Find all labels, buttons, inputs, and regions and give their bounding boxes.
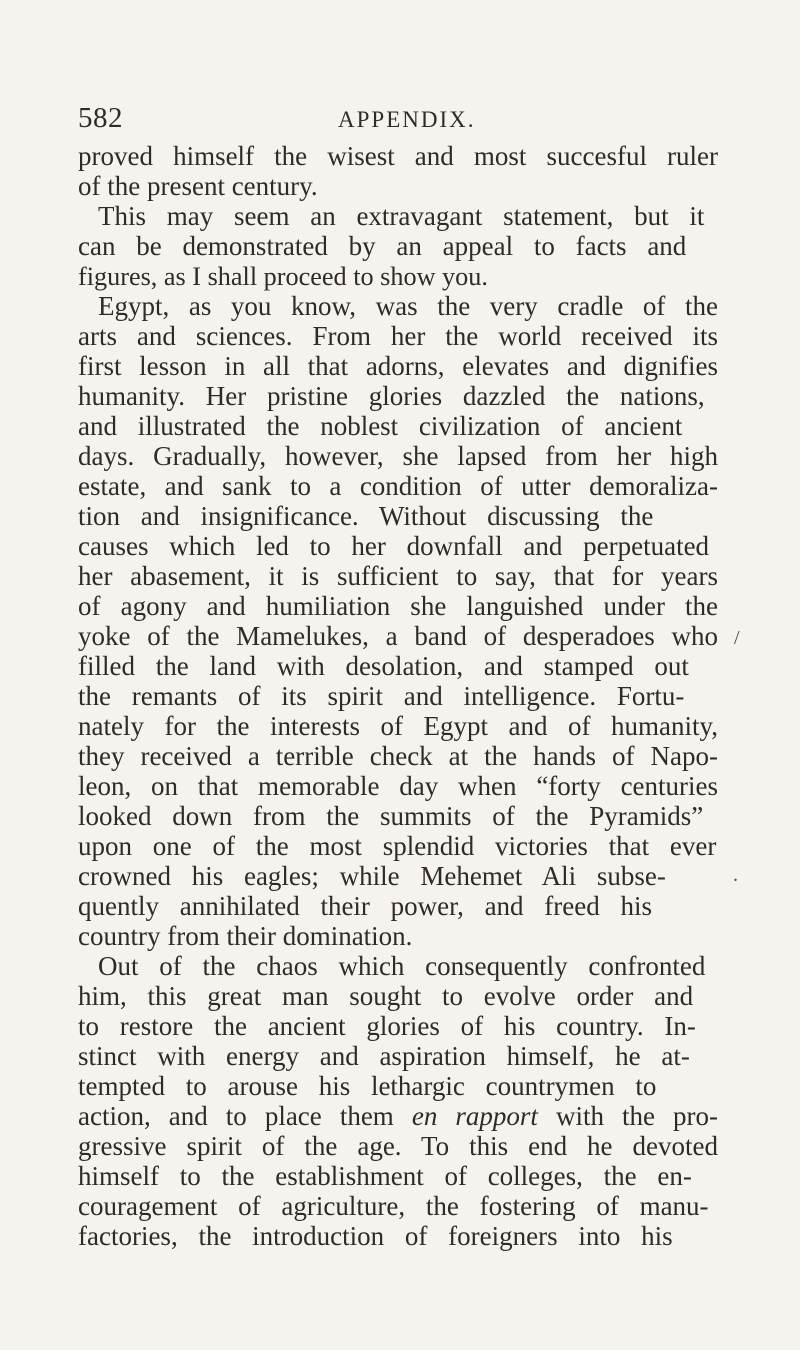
line-text: country from their domination.	[78, 921, 413, 951]
text-line	[78, 172, 780, 201]
line-text: humanity. Her pristine glories dazzled the nations,	[78, 381, 705, 411]
line-text: of agony and humiliation she languished under the	[78, 591, 719, 621]
text-line	[78, 832, 780, 861]
line-text: quently annihilated their power, and freed his	[78, 891, 653, 921]
line-text: tion and insignificance. Without discussing the	[78, 501, 654, 531]
text-line	[78, 892, 780, 921]
line-text: her abasement, it is sufficient to say, that for years	[78, 561, 718, 591]
line-text: upon one of the most splendid victories that ever	[78, 831, 717, 861]
line-text: him, this great man sought to evolve order and	[78, 981, 694, 1011]
line-text: factories, the introduction of foreigners into his	[78, 1221, 673, 1251]
text-line	[78, 262, 780, 291]
text-line	[78, 412, 780, 441]
line-text: can be demonstrated by an appeal to facts and	[78, 231, 687, 261]
text-line	[78, 502, 780, 531]
running-head: APPENDIX.	[338, 107, 476, 132]
line-text: tempted to arouse his lethargic countrymen to	[78, 1071, 657, 1101]
text-line	[78, 472, 780, 501]
page-number: 582	[78, 102, 123, 134]
text-line	[98, 952, 780, 981]
line-text: leon, on that memorable day when “forty centuries	[78, 771, 719, 801]
text-line	[78, 652, 780, 681]
text-line	[78, 322, 780, 351]
line-text: to restore the ancient glories of his country. In-	[78, 1011, 696, 1041]
text-line	[78, 982, 780, 1011]
line-text: arts and sciences. From her the world received its	[78, 321, 719, 351]
line-text: stinct with energy and aspiration himself, he at-	[78, 1041, 690, 1071]
line-text: first lesson in all that adorns, elevates and dignifies	[78, 351, 718, 381]
text-line	[78, 1072, 780, 1101]
text-line	[78, 1192, 780, 1221]
line-text: the remants of its spirit and intelligence. Fortu-	[78, 681, 685, 711]
text-line	[78, 1012, 780, 1041]
text-line	[78, 1132, 780, 1161]
line-text: estate, and sank to a condition of utter demoraliza-	[78, 471, 718, 501]
text-line	[78, 682, 780, 711]
line-text: Out of the chaos which consequently confronted	[98, 951, 706, 981]
text-line	[78, 532, 780, 561]
text-line	[78, 772, 780, 801]
line-text: filled the land with desolation, and stamped out	[78, 651, 689, 681]
text-line	[78, 712, 780, 741]
line-text: proved himself the wisest and most succesful ruler	[78, 141, 718, 171]
line-text: couragement of agriculture, the fostering of manu-	[78, 1191, 709, 1221]
text-line	[78, 352, 780, 381]
text-line	[78, 1222, 780, 1251]
text-line	[78, 802, 780, 831]
text-line	[78, 622, 780, 651]
text-line	[78, 1102, 780, 1131]
line-text: figures, as I shall proceed to show you.	[78, 262, 488, 291]
text-line	[98, 292, 780, 321]
margin-mark-slash: /	[734, 627, 740, 649]
text-line	[78, 1162, 780, 1191]
line-text: they received a terrible check at the hands of Napo-	[78, 741, 718, 771]
text-line	[78, 862, 780, 891]
text-line	[78, 562, 780, 591]
text-line	[78, 742, 780, 771]
line-text: causes which led to her downfall and perpetuated	[78, 531, 710, 561]
line-text: gressive spirit of the age. To this end he devoted	[78, 1131, 718, 1161]
line-text: and illustrated the noblest civilization of ancient	[78, 411, 683, 441]
line-text	[78, 1102, 718, 1131]
line-text: Egypt, as you know, was the very cradle of the	[98, 291, 719, 321]
line-text: looked down from the summits of the Pyramids”	[78, 801, 704, 831]
line-text-after: with the pro-	[537, 1101, 718, 1131]
line-text: yoke of the Mamelukes, a band of desperadoes who	[78, 621, 718, 651]
text-line	[98, 202, 780, 231]
text-line	[78, 442, 780, 471]
line-text: days. Gradually, however, she lapsed from her high	[78, 441, 718, 471]
line-text: nately for the interests of Egypt and of humanity,	[78, 711, 719, 741]
text-line	[78, 922, 780, 951]
text-line	[78, 232, 780, 261]
text-line	[78, 382, 780, 411]
italic-phrase: en rapport	[411, 1101, 538, 1131]
line-text: This may seem an extravagant statement, but it	[98, 201, 705, 231]
text-line	[78, 142, 780, 171]
text-line	[78, 1042, 780, 1071]
line-text: of the present century.	[78, 171, 318, 201]
margin-mark-dot: .	[733, 864, 738, 886]
text-line	[78, 592, 780, 621]
line-text: himself to the establishment of colleges, the en-	[78, 1161, 692, 1191]
line-text: crowned his eagles; while Mehemet Ali subse-	[78, 861, 666, 891]
line-text-before: action, and to place them	[78, 1101, 412, 1131]
